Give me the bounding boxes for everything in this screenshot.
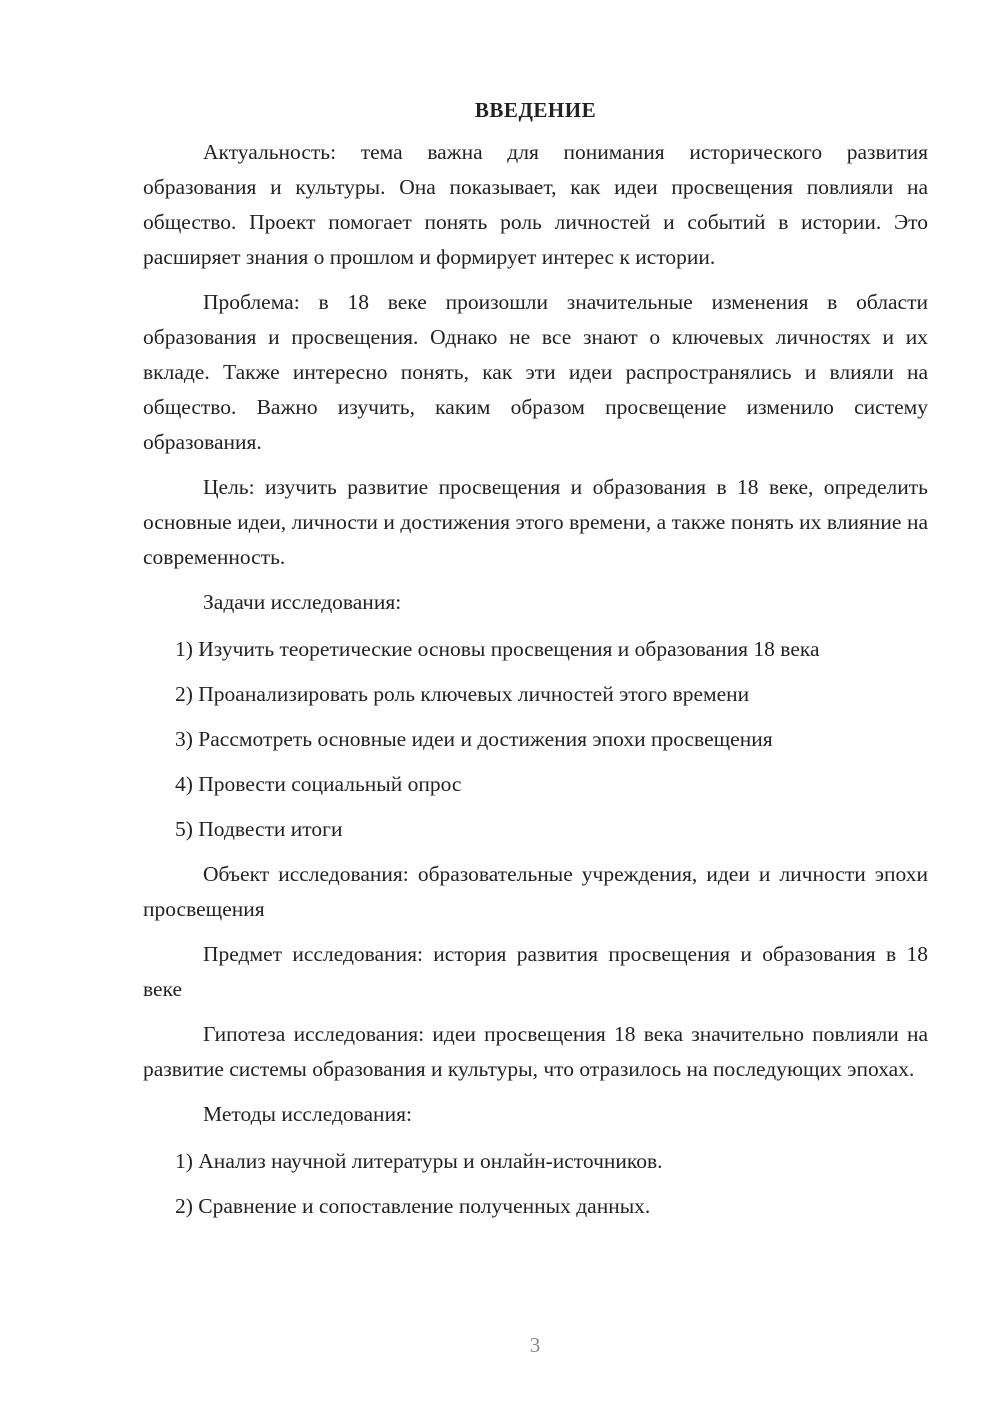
list-item: 2) Сравнение и сопоставление полученных данных. [175,1194,651,1218]
list-item: 3) Рассмотреть основные идеи и достижения эпохи просвещения [175,727,773,751]
goal-paragraph: Цель: изучить развитие просвещения и образования в 18 веке, определить основные идеи, личности и достижения этого времени, а также понять их влияние на современность. [143,475,928,569]
list-item: 1) Изучить теоретические основы просвещения и образования 18 века [175,637,820,661]
subject-paragraph: Предмет исследования: история развития просвещения и образования в 18 веке [143,942,928,1001]
object-paragraph: Объект исследования: образовательные учреждения, идеи и личности эпохи просвещения [143,862,928,921]
hypothesis-paragraph: Гипотеза исследования: идеи просвещения 18 века значительно повлияли на развитие системы образования и культуры, что отразилось на последующих эпохах. [143,1022,928,1081]
methods-label: Методы исследования: [203,1102,412,1126]
relevance-paragraph: Актуальность: тема важна для понимания исторического развития образования и культуры. Она показывает, как идеи просвещения повлияли на общество. Проект помогает понять роль личностей и событий в истории. Это расширяет знания о прошлом и формирует интерес к истории. [143,140,928,269]
tasks-list [143,632,928,847]
document-page [143,95,928,1234]
page-number: 3 [529,1333,541,1357]
tasks-label: Задачи исследования: [203,590,402,614]
list-item: 2) Проанализировать роль ключевых личностей этого времени [175,682,750,706]
list-item: 4) Провести социальный опрос [175,772,462,796]
methods-list [143,1144,928,1224]
list-item: 1) Анализ научной литературы и онлайн-источников. [175,1149,663,1173]
problem-paragraph: Проблема: в 18 веке произошли значительные изменения в области образования и просвещения. Однако не все знают о ключевых личностях и их вкладе. Также интересно понять, как эти идеи распространялись и влияли на общество. Важно изучить, каким образом просвещение изменило систему образования. [143,290,928,454]
list-item: 5) Подвести итоги [175,817,343,841]
section-title: ВВЕДЕНИЕ [474,98,597,122]
